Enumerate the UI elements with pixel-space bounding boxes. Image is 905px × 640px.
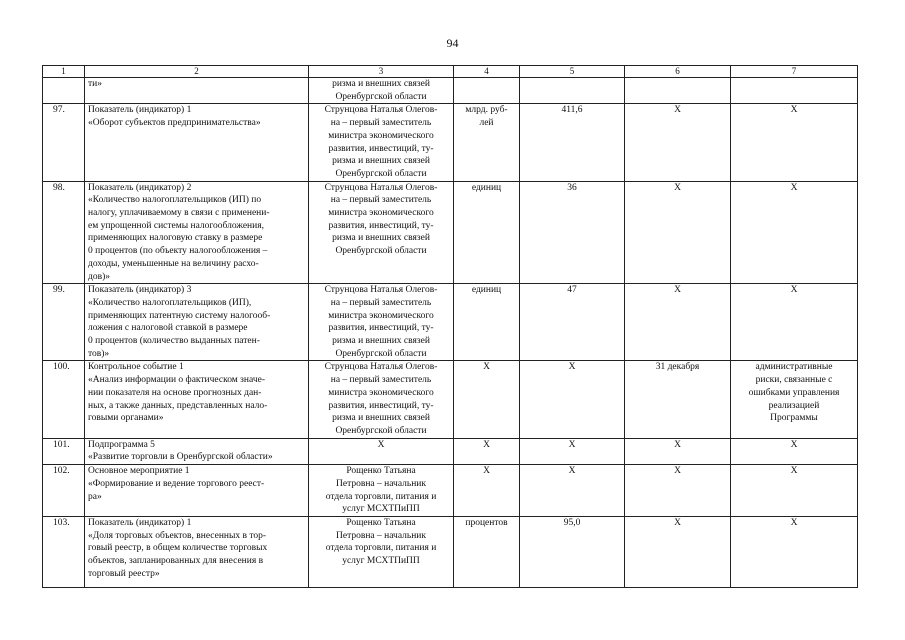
row-number: 101. [43, 438, 85, 464]
row-responsible: Х [309, 438, 454, 464]
row-number: 100. [43, 361, 85, 438]
row-value: Х [520, 438, 625, 464]
row-unit: млрд. руб- лей [454, 104, 520, 181]
row-unit: единиц [454, 284, 520, 361]
row-date: Х [625, 181, 731, 284]
table-row [43, 78, 858, 104]
column-number-row [43, 66, 858, 78]
row-number: 98. [43, 181, 85, 284]
row-risk: Х [731, 284, 858, 361]
row-unit: процентов [454, 516, 520, 587]
row-date: Х [625, 284, 731, 361]
row-risk: Х [731, 181, 858, 284]
row-number [43, 78, 85, 104]
row-value: 411,6 [520, 104, 625, 181]
column-number: 6 [625, 66, 731, 78]
table-row [43, 516, 858, 587]
row-responsible: Струнцова Наталья Олегов- на – первый заместитель министра экономического развития, инвестиций, ту- ризма и внешних связей Оренбургской области [309, 361, 454, 438]
row-value: 47 [520, 284, 625, 361]
row-responsible: Струнцова Наталья Олегов- на – первый заместитель министра экономического развития, инвестиций, ту- ризма и внешних связей Оренбургской области [309, 284, 454, 361]
row-risk: Х [731, 438, 858, 464]
row-name: Показатель (индикатор) 1 «Доля торговых объектов, внесенных в тор- говый реестр, в общем количестве торговых объектов, запланированных для внесения в торговый реестр» [85, 516, 309, 587]
row-unit: единиц [454, 181, 520, 284]
row-number: 102. [43, 465, 85, 517]
row-name: ти» [85, 78, 309, 104]
row-value: 36 [520, 181, 625, 284]
row-risk [731, 78, 858, 104]
report-table [42, 65, 858, 588]
row-responsible: Рощенко Татьяна Петровна – начальник отдела торговли, питания и услуг МСХТПиПП [309, 516, 454, 587]
row-name: Показатель (индикатор) 2 «Количество налогоплательщиков (ИП) по налогу, уплачиваемому в связи с применени- ем упрощенной системы налогообложения, применяющих налоговую ставку в размере 0 процентов (по объекту налогообложения – доходы, уменьшенные на величину расхо- дов)» [85, 181, 309, 284]
column-number: 4 [454, 66, 520, 78]
row-unit: Х [454, 361, 520, 438]
row-unit: Х [454, 465, 520, 517]
row-value: Х [520, 465, 625, 517]
row-date: Х [625, 465, 731, 517]
row-number: 103. [43, 516, 85, 587]
row-unit: Х [454, 438, 520, 464]
row-risk: Х [731, 104, 858, 181]
table-row [43, 361, 858, 438]
table-row [43, 104, 858, 181]
table-row [43, 465, 858, 517]
row-number: 97. [43, 104, 85, 181]
row-responsible: Струнцова Наталья Олегов- на – первый заместитель министра экономического развития, инвестиций, ту- ризма и внешних связей Оренбургской области [309, 181, 454, 284]
row-name: Подпрограмма 5 «Развитие торговли в Оренбургской области» [85, 438, 309, 464]
row-risk: Х [731, 465, 858, 517]
column-number: 7 [731, 66, 858, 78]
row-responsible: ризма и внешних связей Оренбургской области [309, 78, 454, 104]
row-name: Показатель (индикатор) 1 «Оборот субъектов предпринимательства» [85, 104, 309, 181]
row-responsible: Рощенко Татьяна Петровна – начальник отдела торговли, питания и услуг МСХТПиПП [309, 465, 454, 517]
column-number: 2 [85, 66, 309, 78]
row-date: 31 декабря [625, 361, 731, 438]
column-number: 1 [43, 66, 85, 78]
page-number: 94 [446, 36, 459, 50]
row-unit [454, 78, 520, 104]
row-date: Х [625, 516, 731, 587]
table-row [43, 438, 858, 464]
column-number: 5 [520, 66, 625, 78]
row-value [520, 78, 625, 104]
row-date [625, 78, 731, 104]
row-value: 95,0 [520, 516, 625, 587]
row-responsible: Струнцова Наталья Олегов- на – первый заместитель министра экономического развития, инвестиций, ту- ризма и внешних связей Оренбургской области [309, 104, 454, 181]
row-name: Показатель (индикатор) 3 «Количество налогоплательщиков (ИП), применяющих патентную систему налогооб- ложения с налоговой ставкой в размере 0 процентов (количество выданных патен- тов)» [85, 284, 309, 361]
row-risk: Х [731, 516, 858, 587]
row-risk: административные риски, связанные с ошибками управления реализацией Программы [731, 361, 858, 438]
row-name: Контрольное событие 1 «Анализ информации о фактическом значе- нии показателя на основе прогнозных дан- ных, а также данных, представленных нало- говыми органами» [85, 361, 309, 438]
table-row [43, 284, 858, 361]
row-date: Х [625, 438, 731, 464]
row-name: Основное мероприятие 1 «Формирование и ведение торгового реест- ра» [85, 465, 309, 517]
column-number: 3 [309, 66, 454, 78]
row-value: Х [520, 361, 625, 438]
row-date: Х [625, 104, 731, 181]
table-row [43, 181, 858, 284]
row-number: 99. [43, 284, 85, 361]
